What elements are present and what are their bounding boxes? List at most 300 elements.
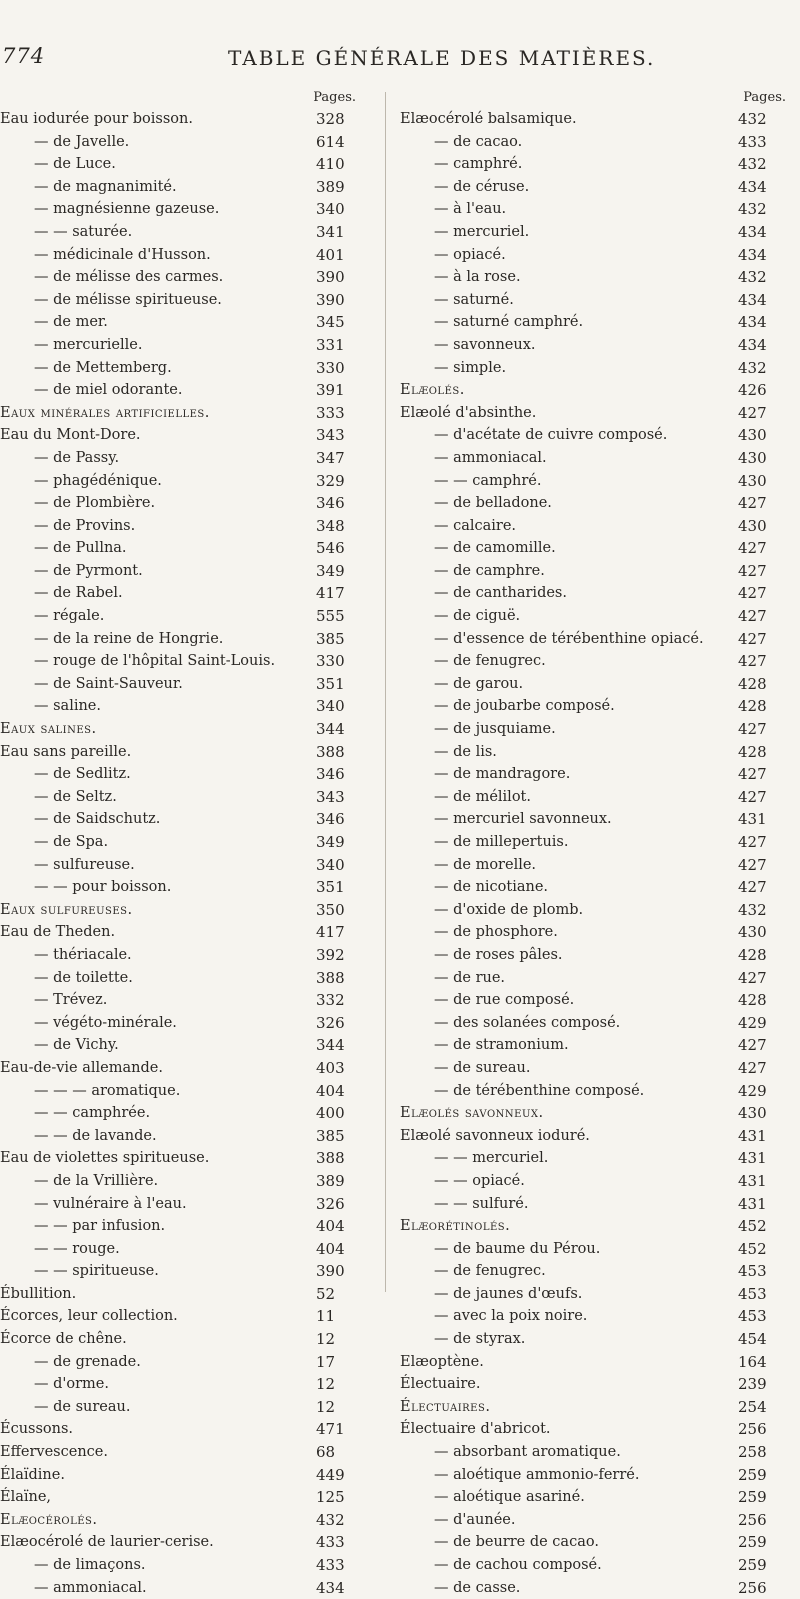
entry-text: — de nicotiane. [434,879,549,896]
index-entry [0,1373,378,1396]
entry-text: — de casse. [434,1579,521,1596]
entry-text: — — mercuriel. [434,1150,549,1167]
entry-page-number: 330 [316,652,345,671]
entry-page-number: 434 [738,313,767,332]
entry-text: Électuaire. [400,1376,481,1393]
entry-page-number: 404 [316,1239,345,1258]
index-entry [400,1577,798,1599]
index-entry [0,357,378,380]
entry-page-number: 17 [316,1352,336,1371]
index-entry [400,605,798,628]
index-entry [0,786,378,809]
entry-page-number: 344 [316,1036,345,1055]
entry-text: Eaux minérales artificielles. [0,404,210,421]
entry-page-number: 431 [738,810,767,829]
entry-text: Élaïne, [0,1489,52,1506]
entry-text: — avec la poix noire. [434,1308,588,1325]
index-entry [0,470,378,493]
entry-text: — de belladone. [434,495,552,512]
entry-text: — de lis. [434,743,497,760]
index-entry [0,515,378,538]
entry-page-number: 427 [738,787,767,806]
index-entry [0,967,378,990]
entry-page-number: 349 [316,561,345,580]
entry-text: — saturné camphré. [434,314,584,331]
entry-page-number: 427 [738,720,767,739]
index-entry [400,741,798,764]
entry-page-number: 555 [316,607,345,626]
entry-text: Eau de violettes spiritueuse. [0,1150,210,1167]
entry-page-number: 427 [738,833,767,851]
index-entry [400,1396,798,1419]
entry-text: — de Vichy. [34,1037,119,1054]
entry-page-number: 388 [316,1149,345,1168]
index-entry [0,582,378,605]
entry-page-number: 427 [738,855,767,874]
entry-page-number: 256 [738,1420,767,1439]
index-entry [400,1080,798,1103]
index-entry [0,876,378,899]
index-entry [0,131,378,154]
entry-page-number: 351 [316,878,345,897]
index-entry [0,1238,378,1261]
entry-page-number: 546 [316,539,345,558]
entry-text: — — de lavande. [34,1127,157,1144]
entry-text: — de Seltz. [34,788,117,805]
entry-page-number: 431 [738,1194,767,1213]
entry-text: — de magnanimité. [34,178,177,195]
index-entry [0,1170,378,1193]
entry-text: Elæolés savonneux. [400,1105,544,1122]
entry-page-number: 427 [738,561,767,580]
entry-page-number: 430 [738,471,767,490]
index-entry [400,560,798,583]
entry-page-number: 259 [738,1533,767,1552]
entry-text: — végéto-minérale. [34,1014,177,1031]
entry-text: Elæocérolés. [0,1511,98,1528]
entry-page-number: 434 [738,290,767,309]
entry-page-number: 452 [738,1217,767,1236]
index-entry [0,1509,378,1532]
entry-page-number: 346 [316,494,345,513]
entry-page-number: 430 [738,448,767,467]
entry-text: — — camphrée. [34,1105,151,1122]
index-entry [0,289,378,312]
entry-text: — ammoniacal. [34,1579,147,1596]
entry-page-number: 434 [738,222,767,241]
index-entry [0,176,378,199]
index-entry [0,673,378,696]
entry-text: — de mélilot. [434,788,531,805]
entry-page-number: 471 [316,1420,345,1439]
entry-page-number: 351 [316,674,345,693]
index-entry [0,1193,378,1216]
index-entry [0,537,378,560]
index-entry [0,1486,378,1509]
index-entry [0,1125,378,1148]
entry-text: — de camphre. [434,562,545,579]
index-entry [400,1486,798,1509]
entry-page-number: 431 [738,1149,767,1168]
index-entry [0,944,378,967]
entry-text: — de Luce. [34,156,116,173]
index-entry [0,1215,378,1238]
index-entry [0,1577,378,1599]
index-entry [400,447,798,470]
entry-page-number: 125 [316,1488,345,1507]
entry-page-number: 432 [738,268,767,287]
entry-text: — de toilette. [34,969,133,986]
entry-page-number: 328 [316,110,345,128]
entry-page-number: 388 [316,968,345,987]
index-entry [400,1283,798,1306]
entry-text: — médicinale d'Husson. [34,246,211,263]
entry-text: — de jusquiame. [434,721,556,738]
entry-page-number: 340 [316,200,345,219]
index-entry [0,198,378,221]
entry-page-number: 433 [316,1556,345,1574]
page-header [0,40,800,72]
index-entry [400,650,798,673]
index-entry [400,899,798,922]
entry-page-number: 164 [738,1352,767,1371]
entry-text: — de stramonium. [434,1037,569,1054]
entry-text: — rouge de l'hôpital Saint-Louis. [34,653,276,670]
entry-text: — de camomille. [434,540,556,557]
entry-page-number: 431 [738,1126,767,1145]
entry-page-number: 333 [316,403,345,422]
index-entry [400,673,798,696]
entry-text: — de la reine de Hongrie. [34,630,224,647]
index-entry [400,1034,798,1057]
entry-text: Eaux salines. [0,721,97,738]
index-entry [400,1238,798,1261]
entry-text: — mercurielle. [34,336,143,353]
entry-text: — de rue composé. [434,992,575,1009]
entry-page-number: 454 [738,1330,767,1349]
entry-text: — calcaire. [434,517,517,534]
index-entry [0,1147,378,1170]
entry-text: Eau du Mont-Dore. [0,427,141,444]
entry-page-number: 239 [738,1375,767,1394]
entry-page-number: 329 [316,471,345,490]
index-entry [400,808,798,831]
entry-page-number: 432 [738,358,767,377]
entry-text: — de Passy. [34,449,120,466]
entry-page-number: 326 [316,1194,345,1213]
index-entry [400,1509,798,1532]
entry-page-number: 404 [316,1217,345,1236]
entry-text: Écorce de chêne. [0,1331,127,1348]
entry-page-number: 428 [738,697,767,716]
index-entry [0,1441,378,1464]
page-number: 774 [2,44,46,68]
index-entry [0,447,378,470]
index-entry [400,402,798,425]
entry-page-number: 410 [316,155,345,174]
entry-list [0,108,378,1599]
entry-text: — de morelle. [434,856,537,873]
entry-text: — — opiacé. [434,1172,525,1189]
entry-text: — de roses pâles. [434,946,563,963]
entry-text: — — — aromatique. [34,1082,181,1099]
entry-text: — simple. [434,359,507,376]
entry-page-number: 346 [316,765,345,784]
column-header [0,90,378,108]
entry-text: — thériacale. [34,946,132,963]
entry-text: — de Saidschutz. [34,811,161,828]
entry-text: — régale. [34,608,105,625]
index-entry [0,492,378,515]
entry-page-number: 390 [316,290,345,309]
index-entry [0,1351,378,1374]
entry-page-number: 453 [738,1284,767,1303]
entry-text: — savonneux. [434,336,536,353]
entry-text: — de mandragore. [434,766,571,783]
entry-page-number: 432 [738,200,767,219]
index-entry [400,1351,798,1374]
index-entry [0,266,378,289]
entry-page-number: 453 [738,1262,767,1281]
entry-page-number: 403 [316,1058,345,1077]
entry-text: — à la rose. [434,269,521,286]
entry-page-number: 427 [738,968,767,987]
entry-text: — de fenugrec. [434,653,546,670]
entry-text: Eau iodurée pour boisson. [0,111,193,127]
entry-text: — camphré. [434,156,523,173]
index-entry [400,786,798,809]
entry-page-number: 259 [738,1465,767,1484]
entry-page-number: 427 [738,765,767,784]
entry-text: — de Pullna. [34,540,127,557]
entry-text: Elæocérolé de laurier-cerise. [0,1534,214,1551]
entry-text: Eau-de-vie allemande. [0,1059,163,1076]
entry-page-number: 12 [316,1397,336,1416]
index-entry [0,854,378,877]
entry-text: — de joubarbe composé. [434,698,615,715]
index-entry [0,1080,378,1103]
entry-text: — de jaunes d'œufs. [434,1285,583,1302]
entry-text: — de beurre de cacao. [434,1534,599,1551]
index-entry [400,1215,798,1238]
index-entry [400,1373,798,1396]
index-entry [400,221,798,244]
index-entry [400,1260,798,1283]
index-entry [400,176,798,199]
index-entry [400,876,798,899]
index-entry [0,1396,378,1419]
index-entry [400,131,798,154]
entry-page-number: 434 [738,245,767,264]
entry-page-number: 452 [738,1239,767,1258]
index-entry [400,334,798,357]
index-entry [0,1531,378,1554]
entry-text: — de sureau. [34,1398,131,1415]
entry-page-number: 349 [316,833,345,851]
entry-text: — de cacao. [434,133,523,150]
entry-page-number: 400 [316,1104,345,1123]
entry-text: — — par infusion. [34,1218,166,1235]
entry-page-number: 343 [316,787,345,806]
index-entry [400,989,798,1012]
entry-text: — de millepertuis. [434,834,569,850]
index-entry [400,379,798,402]
entry-text: — à l'eau. [434,201,507,218]
entry-page-number: 427 [738,629,767,648]
index-entry [0,605,378,628]
entry-text: — ammoniacal. [434,449,547,466]
entry-text: Eaux sulfureuses. [0,901,133,918]
index-entry [400,266,798,289]
entry-text: Électuaires. [400,1398,491,1415]
index-entry [0,334,378,357]
entry-text: — opiacé. [434,246,506,263]
index-entry [0,695,378,718]
entry-page-number: 345 [316,313,345,332]
entry-page-number: 427 [738,539,767,558]
entry-text: — de limaçons. [34,1557,146,1573]
index-entry [400,582,798,605]
entry-page-number: 12 [316,1375,336,1394]
index-entry [400,1328,798,1351]
entry-text: — phagédénique. [34,472,162,489]
index-entry [0,1305,378,1328]
index-entry [0,831,378,854]
index-entry [400,1418,798,1441]
index-entry [0,1554,378,1577]
entry-text: — — spiritueuse. [34,1263,159,1280]
index-entry [400,854,798,877]
index-entry [400,153,798,176]
index-entry [0,628,378,651]
entry-text: — de Javelle. [34,133,130,150]
entry-text: — de Provins. [34,517,136,534]
entry-text: — de la Vrillière. [34,1172,159,1189]
entry-page-number: 426 [738,381,767,400]
index-entry [400,1125,798,1148]
entry-text: — — saturée. [34,223,133,240]
entry-text: — de grenade. [34,1353,141,1370]
index-entry [0,244,378,267]
index-entry [400,944,798,967]
entry-text: — de céruse. [434,178,530,195]
entry-text: — de baume du Pérou. [434,1240,601,1257]
index-entry [0,1464,378,1487]
entry-page-number: 346 [316,810,345,829]
entry-text: — mercuriel. [434,223,530,240]
entry-page-number: 68 [316,1443,336,1462]
entry-text: — — rouge. [34,1240,120,1257]
entry-page-number: 344 [316,720,345,739]
entry-page-number: 389 [316,1171,345,1190]
entry-page-number: 430 [738,426,767,445]
index-entry [0,1260,378,1283]
index-entry [400,311,798,334]
entry-page-number: 434 [316,1578,345,1597]
index-entry [0,741,378,764]
entry-text: — de térébenthine composé. [434,1082,645,1099]
index-entry [0,1034,378,1057]
entry-page-number: 432 [316,1510,345,1529]
index-entry [400,198,798,221]
entry-page-number: 348 [316,516,345,535]
entry-text: — d'aunée. [434,1511,516,1528]
index-column-right [400,90,798,1599]
index-entry [0,1057,378,1080]
pages-label: Pages. [313,90,356,105]
entry-page-number: 347 [316,448,345,467]
entry-text: Effervescence. [0,1444,108,1461]
entry-text: — de styrax. [434,1331,526,1348]
index-entry [0,221,378,244]
index-entry [0,1283,378,1306]
entry-text: — de garou. [434,675,524,692]
entry-text: — sulfureuse. [34,856,135,873]
entry-page-number: 343 [316,426,345,445]
index-entry [0,718,378,741]
entry-text: — de cachou composé. [434,1557,602,1573]
entry-text: — aloétique asariné. [434,1489,585,1506]
entry-text: — de ciguë. [434,608,521,625]
entry-page-number: 340 [316,855,345,874]
entry-page-number: 326 [316,1013,345,1032]
index-entry [0,153,378,176]
index-entry [400,1531,798,1554]
entry-page-number: 614 [316,132,345,151]
index-entry [400,1193,798,1216]
entry-text: — de Spa. [34,834,109,850]
entry-page-number: 256 [738,1578,767,1597]
entry-text: Elæolés. [400,382,465,399]
index-entry [400,1170,798,1193]
index-entry [400,1012,798,1035]
entry-text: — mercuriel savonneux. [434,811,612,828]
entry-page-number: 417 [316,923,345,942]
index-entry [0,402,378,425]
entry-page-number: 404 [316,1081,345,1100]
entry-text: — de miel odorante. [34,382,183,399]
entry-text: — — pour boisson. [34,879,172,896]
index-entry [400,108,798,131]
entry-text: — de Rabel. [34,585,123,602]
entry-text: — de fenugrec. [434,1263,546,1280]
column-header [400,90,798,108]
entry-text: — saline. [34,698,101,715]
index-entry [400,424,798,447]
index-entry [400,718,798,741]
entry-page-number: 428 [738,742,767,761]
entry-text: — d'acétate de cuivre composé. [434,427,668,444]
entry-page-number: 388 [316,742,345,761]
entry-page-number: 332 [316,991,345,1010]
entry-page-number: 427 [738,494,767,513]
index-entry [0,560,378,583]
entry-page-number: 350 [316,900,345,919]
index-entry [400,628,798,651]
entry-page-number: 11 [316,1307,336,1326]
entry-page-number: 449 [316,1465,345,1484]
index-entry [0,650,378,673]
entry-page-number: 401 [316,245,345,264]
entry-text: — de mélisse des carmes. [34,269,224,286]
entry-page-number: 390 [316,1262,345,1281]
index-entry [400,1305,798,1328]
entry-text: Élaïdine. [0,1466,65,1483]
column-divider [385,92,386,1292]
entry-text: — d'orme. [34,1376,109,1393]
entry-text: Elæorétinolés. [400,1218,511,1235]
entry-page-number: 427 [738,1036,767,1055]
